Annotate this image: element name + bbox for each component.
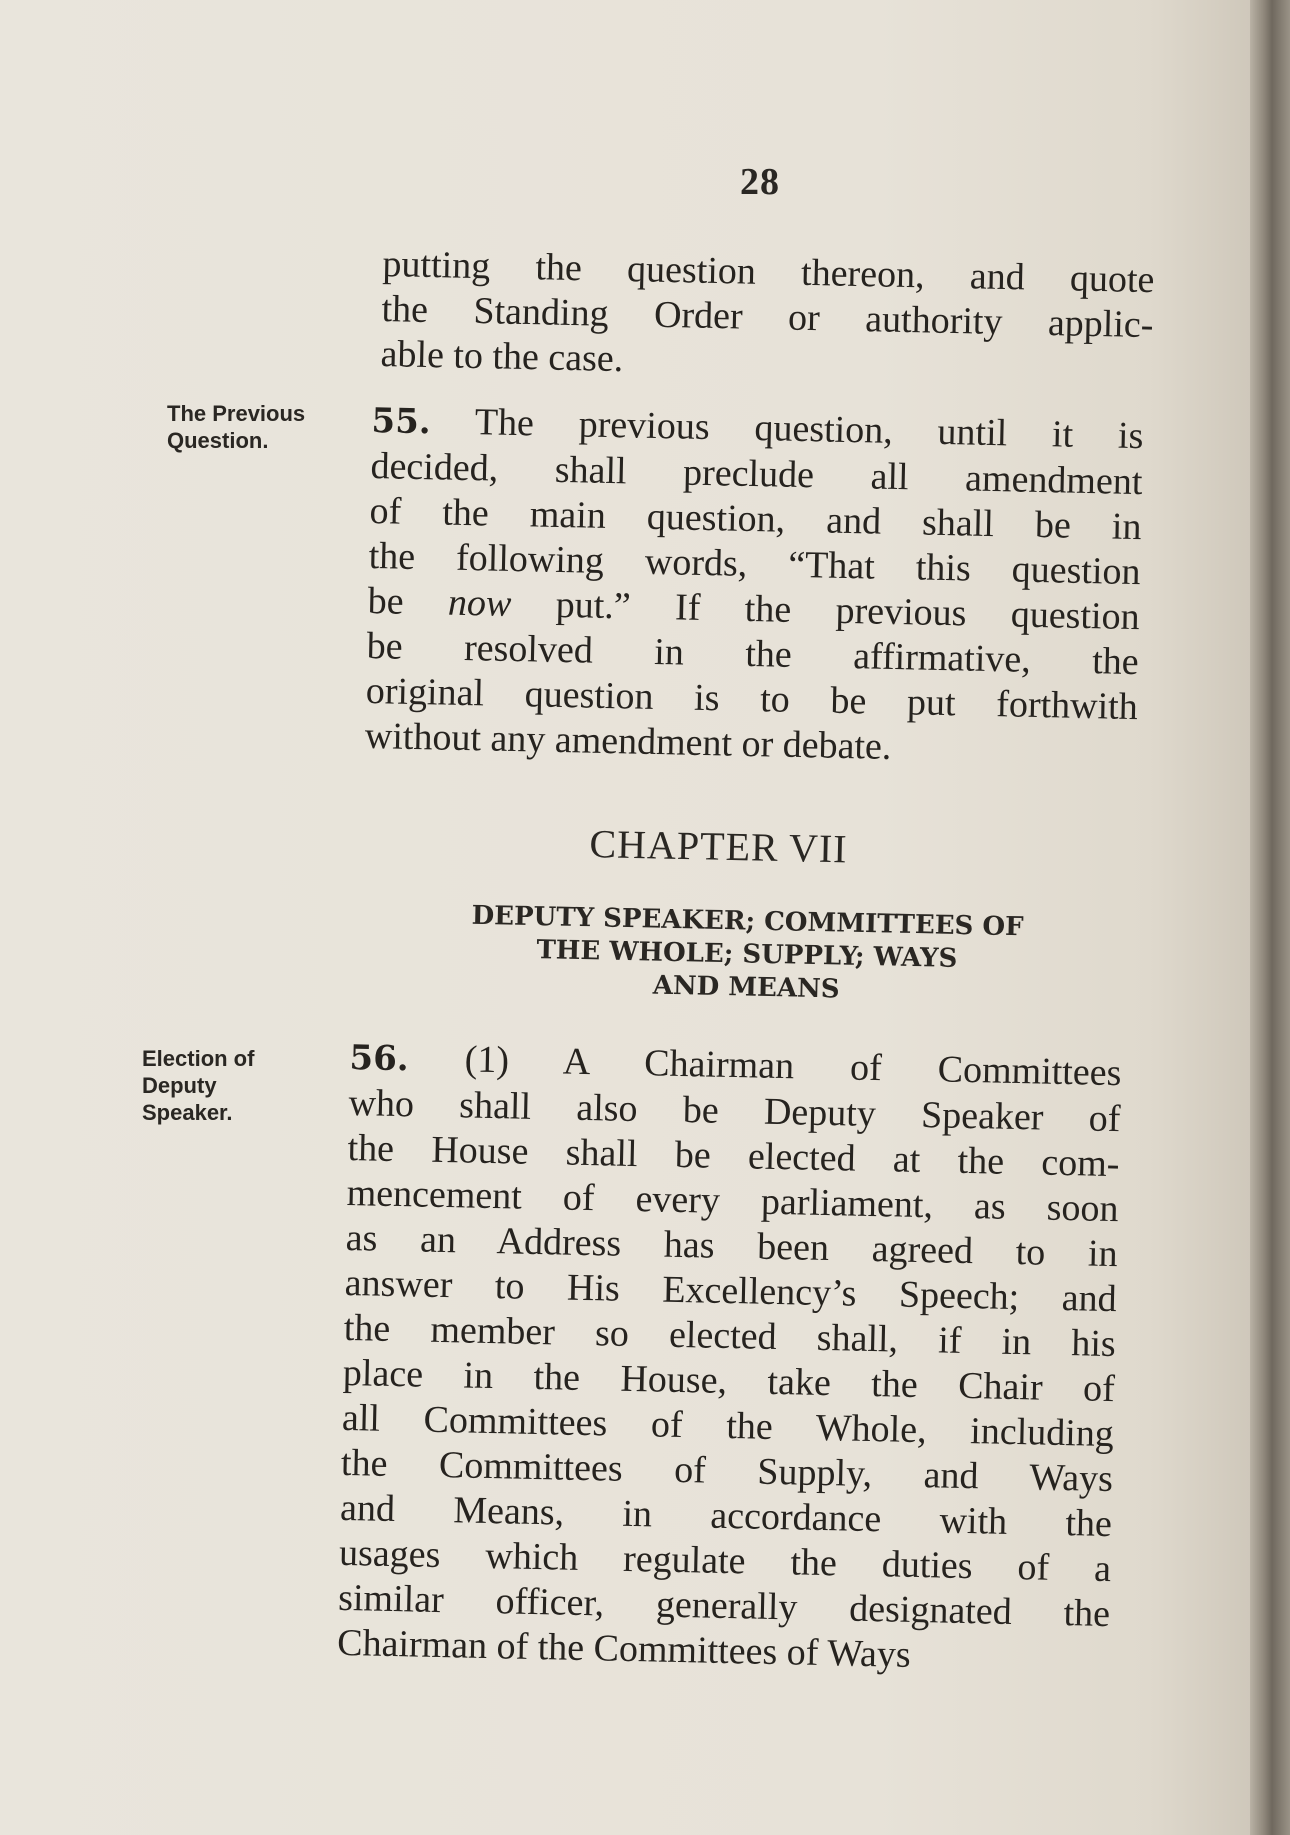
- text-line: place in the House, take the Chair of: [342, 1351, 1116, 1411]
- text-run: put.” If the previous question: [510, 582, 1141, 639]
- text-line: Chairman of the Committees of Ways: [336, 1621, 912, 1676]
- text-run: be: [367, 579, 449, 624]
- text-line: as an Address has been agreed to in: [345, 1216, 1119, 1276]
- rule-55-paragraph: [364, 398, 1143, 775]
- rule-number: 55.: [371, 400, 432, 443]
- margin-note-line: The Previous: [167, 401, 306, 426]
- text-line: all Committees of the Whole, including: [341, 1396, 1115, 1456]
- rule-56-paragraph: [337, 1035, 1122, 1682]
- page-gutter: [1250, 0, 1290, 1835]
- text-line: able to the case.: [380, 332, 624, 381]
- text-line: who shall also be Deputy Speaker of: [348, 1081, 1121, 1141]
- page-number: 28: [740, 161, 780, 203]
- continuation-paragraph: [380, 242, 1155, 393]
- margin-note-line: Election of: [142, 1046, 255, 1071]
- text-line: and Means, in accordance with the: [339, 1486, 1113, 1546]
- margin-note-line: Deputy: [142, 1073, 217, 1098]
- subtitle-line: AND MEANS: [652, 970, 840, 1005]
- margin-note-election-deputy-speaker: [142, 1045, 254, 1126]
- text-line: the Committees of Supply, and Ways: [340, 1441, 1114, 1501]
- margin-note-line: Question.: [167, 428, 269, 453]
- text-line: original question is to be put forthwith: [365, 669, 1139, 729]
- text-line: decided, shall preclude all amendment: [370, 444, 1143, 504]
- chapter-title: CHAPTER VII: [589, 820, 848, 872]
- text-line: be resolved in the affirmative, the: [366, 624, 1140, 684]
- text-line: mencement of every parliament, as soon: [346, 1171, 1119, 1231]
- chapter-subtitle: [386, 898, 1108, 1012]
- text-line: similar officer, generally designated the: [337, 1576, 1111, 1636]
- margin-note-previous-question: [167, 400, 305, 454]
- text-line: answer to His Excellency’s Speech; and: [344, 1261, 1118, 1321]
- text-line: the member so elected shall, if in his: [343, 1306, 1117, 1366]
- text-line: without any amendment or debate.: [364, 714, 892, 768]
- text-run: The previous question, until it is: [474, 401, 1144, 458]
- text-line: of the main question, and shall be in: [369, 489, 1142, 549]
- text-line: the following words, “That this question: [368, 534, 1141, 594]
- text-line: putting the question thereon, and quote: [382, 242, 1155, 302]
- margin-note-line: Speaker.: [142, 1100, 233, 1125]
- text-line: the House shall be elected at the com-: [347, 1126, 1120, 1186]
- italic-word: now: [447, 581, 512, 625]
- subtitle-line: DEPUTY SPEAKER; COMMITTEES OF: [471, 900, 1024, 943]
- subtitle-line: THE WHOLE; SUPPLY; WAYS: [536, 935, 958, 974]
- text-line: the Standing Order or authority applic-: [381, 287, 1154, 347]
- text-run: (1) A Chairman of Committees: [464, 1038, 1122, 1095]
- rule-number: 56.: [349, 1037, 410, 1080]
- text-line: usages which regulate the duties of a: [338, 1531, 1112, 1591]
